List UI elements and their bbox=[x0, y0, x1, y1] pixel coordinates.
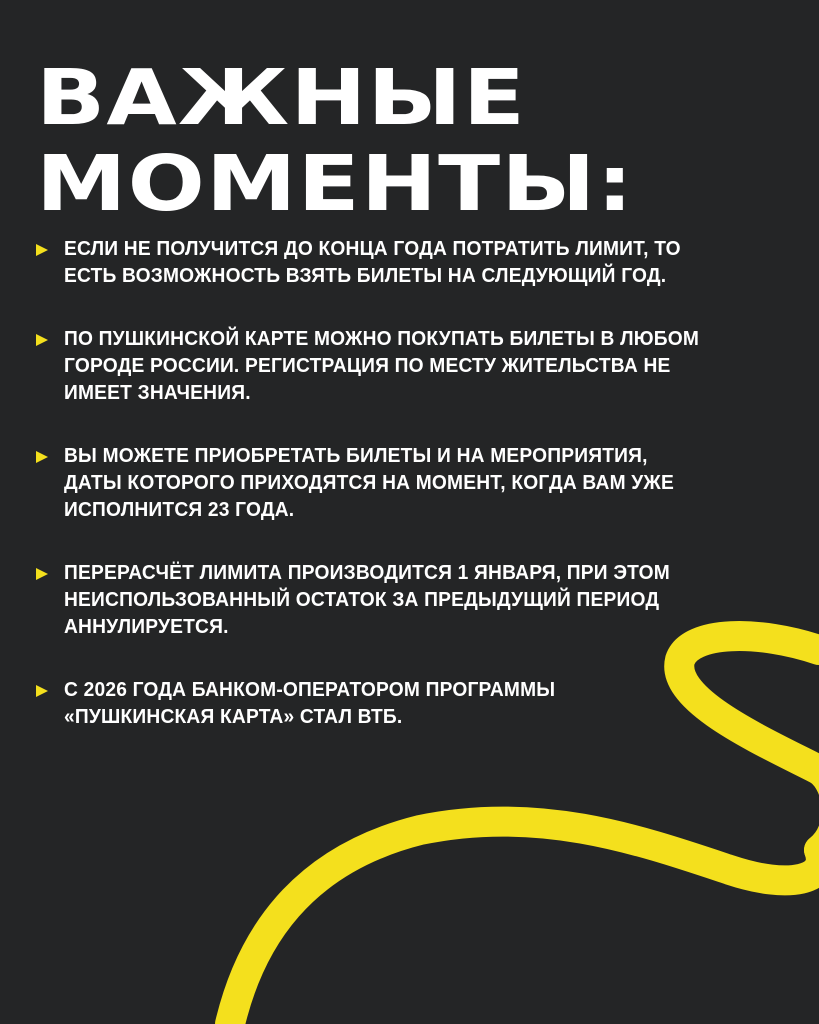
list-item-text: ПЕРЕРАСЧЁТ ЛИМИТА ПРОИЗВОДИТСЯ 1 ЯНВАРЯ, ПРИ ЭТОМ НЕИСПОЛЬЗОВАННЫЙ ОСТАТОК ЗА ПРЕДЫДУЩИЙ ПЕРИОД АННУЛИРУЕТСЯ. bbox=[64, 562, 670, 638]
list-item bbox=[36, 560, 736, 641]
triangle-bullet-icon bbox=[36, 685, 48, 697]
key-points-list bbox=[36, 236, 736, 767]
list-item-text: ПО ПУШКИНСКОЙ КАРТЕ МОЖНО ПОКУПАТЬ БИЛЕТЫ В ЛЮБОМ ГОРОДЕ РОССИИ. РЕГИСТРАЦИЯ ПО МЕСТУ ЖИТЕЛЬСТВА НЕ ИМЕЕТ ЗНАЧЕНИЯ. bbox=[64, 328, 700, 404]
list-item bbox=[36, 443, 736, 524]
triangle-bullet-icon bbox=[36, 334, 48, 346]
list-item bbox=[36, 677, 736, 731]
page-title bbox=[36, 56, 634, 228]
page-title-line-2: МОМЕНТЫ: bbox=[36, 140, 635, 229]
triangle-bullet-icon bbox=[36, 244, 48, 256]
triangle-bullet-icon bbox=[36, 451, 48, 463]
list-item-text: ВЫ МОЖЕТЕ ПРИОБРЕТАТЬ БИЛЕТЫ И НА МЕРОПРИЯТИЯ, ДАТЫ КОТОРОГО ПРИХОДЯТСЯ НА МОМЕНТ, КОГДА ВАМ УЖЕ ИСПОЛНИТСЯ 23 ГОДА. bbox=[64, 445, 674, 521]
list-item bbox=[36, 326, 736, 407]
list-item bbox=[36, 236, 736, 290]
page-title-line-1: ВАЖНЫЕ bbox=[36, 54, 527, 143]
list-item-text: С 2026 ГОДА БАНКОМ-ОПЕРАТОРОМ ПРОГРАММЫ «ПУШКИНСКАЯ КАРТА» СТАЛ ВТБ. bbox=[64, 679, 556, 728]
triangle-bullet-icon bbox=[36, 568, 48, 580]
list-item-text: ЕСЛИ НЕ ПОЛУЧИТСЯ ДО КОНЦА ГОДА ПОТРАТИТЬ ЛИМИТ, ТО ЕСТЬ ВОЗМОЖНОСТЬ ВЗЯТЬ БИЛЕТЫ НА СЛЕДУЮЩИЙ ГОД. bbox=[64, 238, 681, 287]
